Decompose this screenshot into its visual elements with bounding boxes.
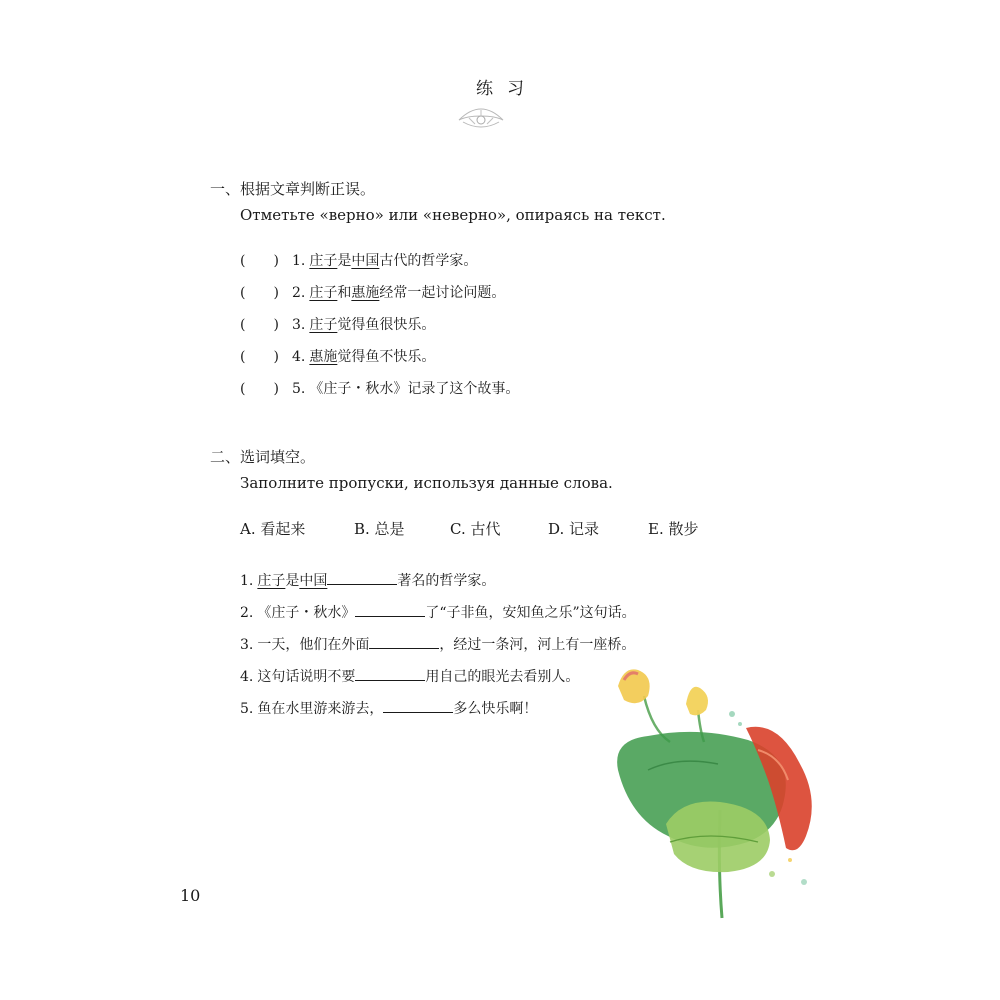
answer-paren[interactable]: ( ) xyxy=(240,285,279,301)
item-number: 2. xyxy=(292,285,306,301)
list-item xyxy=(240,666,579,686)
list-item xyxy=(240,314,435,334)
item-number: 3. xyxy=(292,317,306,333)
answer-paren[interactable]: ( ) xyxy=(240,317,279,333)
item-number: 5. xyxy=(240,701,254,717)
item-text: 是 xyxy=(285,573,300,589)
list-item xyxy=(240,346,435,366)
answer-paren[interactable]: ( ) xyxy=(240,381,279,397)
item-text: 庄子 xyxy=(309,317,338,333)
page-number: 10 xyxy=(180,886,201,905)
list-item xyxy=(240,634,635,654)
item-text: 中国 xyxy=(351,253,380,269)
fill-blank[interactable] xyxy=(355,602,425,617)
list-item xyxy=(240,698,537,718)
item-number: 3. xyxy=(240,637,254,653)
lotus-koi-illustration xyxy=(608,660,820,920)
item-text: 庄子 xyxy=(309,253,338,269)
list-item xyxy=(240,250,477,270)
item-text: 古代的哲学家。 xyxy=(379,253,478,269)
item-number: 2. xyxy=(240,605,254,621)
option-d: D. 记录 xyxy=(548,520,600,538)
item-text: 一天，他们在外面 xyxy=(257,637,370,653)
item-text: 觉得鱼很快乐。 xyxy=(337,317,436,333)
item-number: 4. xyxy=(240,669,254,685)
item-text: 是 xyxy=(337,253,352,269)
ornament-icon xyxy=(455,102,507,132)
item-number: 1. xyxy=(292,253,306,269)
fill-blank[interactable] xyxy=(355,666,425,681)
item-text: 惠施 xyxy=(309,349,338,365)
item-text: ，经过一条河，河上有一座桥。 xyxy=(439,637,636,653)
item-text: 鱼在水里游来游去， xyxy=(257,701,384,717)
item-text: 《庄子・秋水》记录了这个故事。 xyxy=(309,381,520,397)
item-text: 中国 xyxy=(299,573,328,589)
item-text: 了“子非鱼，安知鱼之乐”这句话。 xyxy=(425,605,636,621)
item-text: 用自己的眼光去看别人。 xyxy=(425,669,580,685)
fill-blank[interactable] xyxy=(383,698,453,713)
item-text: 庄子 xyxy=(257,573,286,589)
option-e: E. 散步 xyxy=(648,520,699,538)
list-item xyxy=(240,282,505,302)
list-item xyxy=(240,378,519,398)
section1-heading: 一、根据文章判断正误。 xyxy=(210,180,376,198)
item-number: 1. xyxy=(240,573,254,589)
page-title: 练习 xyxy=(476,79,538,99)
option-c: C. 古代 xyxy=(450,520,501,538)
item-number: 5. xyxy=(292,381,306,397)
option-a: A. 看起来 xyxy=(240,520,306,538)
item-text: 著名的哲学家。 xyxy=(397,573,496,589)
item-text: 觉得鱼不快乐。 xyxy=(337,349,436,365)
item-text: 这句话说明不要 xyxy=(257,669,356,685)
answer-paren[interactable]: ( ) xyxy=(240,253,279,269)
fill-blank[interactable] xyxy=(369,634,439,649)
item-text: 多么快乐啊！ xyxy=(453,701,538,717)
answer-paren[interactable]: ( ) xyxy=(240,349,279,365)
list-item xyxy=(240,570,495,590)
section2-instruction: Заполните пропуски, используя данные слова. xyxy=(240,474,613,492)
item-text: 经常一起讨论问题。 xyxy=(379,285,506,301)
item-number: 4. xyxy=(292,349,306,365)
section2-heading: 二、选词填空。 xyxy=(210,448,316,466)
item-text: 庄子 xyxy=(309,285,338,301)
item-text: 惠施 xyxy=(351,285,380,301)
item-text: 和 xyxy=(337,285,352,301)
item-text: 《庄子・秋水》 xyxy=(257,605,356,621)
list-item xyxy=(240,602,636,622)
section1-instruction: Отметьте «верно» или «неверно», опираясь на текст. xyxy=(240,206,666,224)
fill-blank[interactable] xyxy=(327,570,397,585)
option-b: B. 总是 xyxy=(354,520,405,538)
